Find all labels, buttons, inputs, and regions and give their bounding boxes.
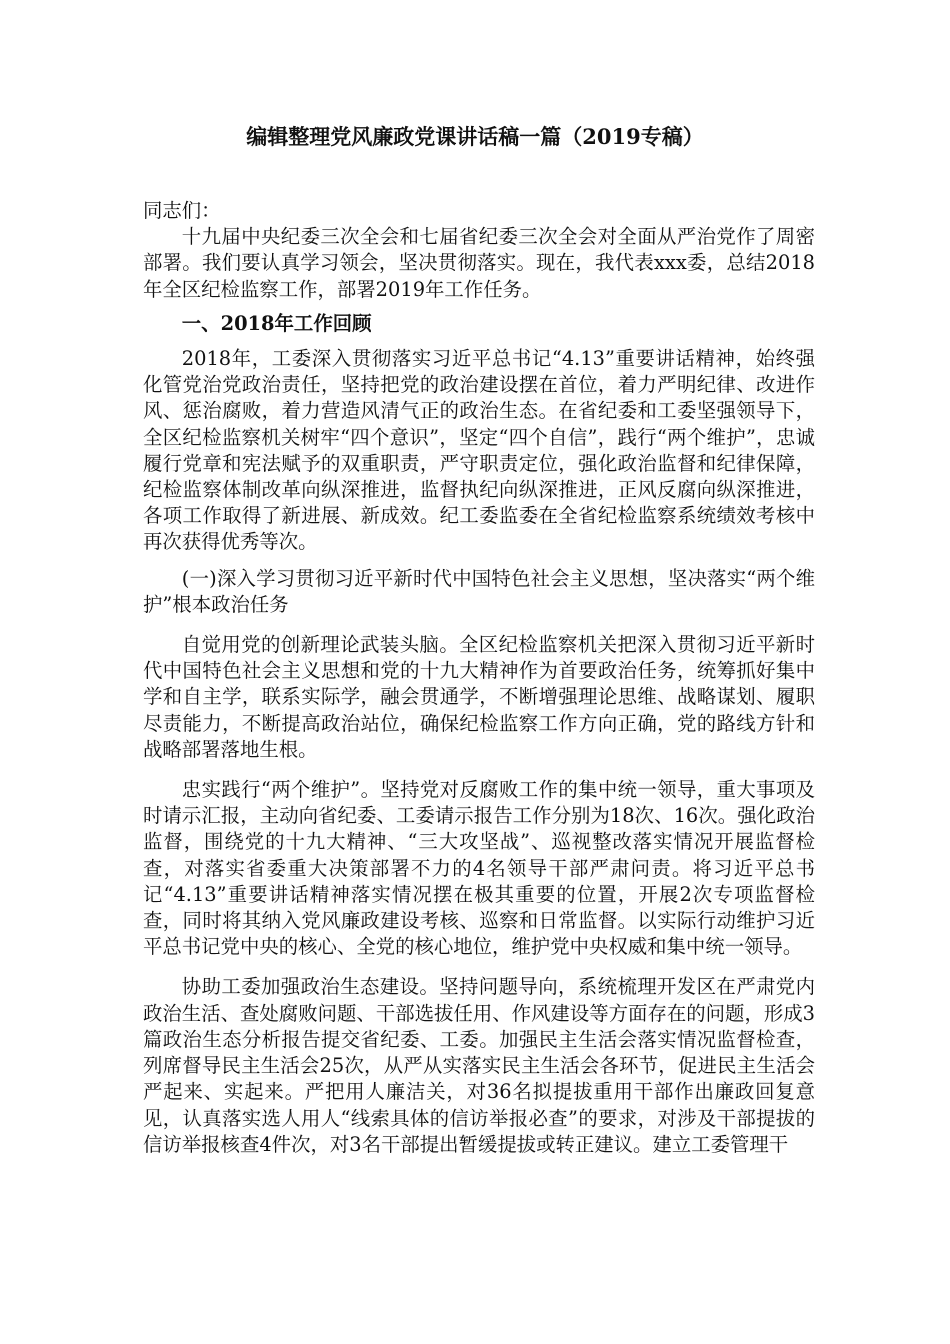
paragraph-political-ecology: 协助工委加强政治生态建设。坚持问题导向，系统梳理开发区在严肃党内政治生活、查处腐败问题、干部选拔任用、作风建设等方面存在的问题，形成3篇政治生态分析报告提交省纪委、工委。加强民主生活会落实情况监督检查，列席督导民主生活会25次，从严从实落实民主生活会各环节，促进民主生活会严起来、实起来。严把用人廉洁关，对36名拟提拔重用干部作出廉政回复意见，认真落实选人用人“线索具体的信访举报必查”的要求，对涉及干部提拔的信访举报核查4件次，对3名干部提出暂缓提拔或转正建议。建立工委管理干 <box>143 975 815 1156</box>
salutation: 同志们： <box>143 199 221 222</box>
paragraph-two-safeguards: 忠实践行“两个维护”。坚持党对反腐败工作的集中统一领导，重大事项及时请示汇报，主动向省纪委、工委请示报告工作分别为18次、16次。强化政治监督，围绕党的十九大精神、“三大攻坚战”、巡视整改落实情况开展监督检查，对落实省委重大决策部署不力的4名领导干部严肃问责。将习近平总书记“4.13”重要讲话精神落实情况摆在极其重要的位置，开展2次专项监督检查，同时将其纳入党风廉政建设考核、巡察和日常监督。以实际行动维护习近平总书记党中央的核心、全党的核心地位，维护党中央权威和集中统一领导。 <box>143 778 815 959</box>
paragraph-overview: 2018年，工委深入贯彻落实习近平总书记“4.13”重要讲话精神，始终强化管党治党政治责任，坚持把党的政治建设摆在首位，着力严明纪律、改进作风、惩治腐败，着力营造风清气正的政治生态。在省纪委和工委坚强领导下，全区纪检监察机关树牢“四个意识”，坚定“四个自信”，践行“两个维护”，忠诚履行党章和宪法赋予的双重职责，严守职责定位，强化政治监督和纪律保障，纪检监察体制改革向纵深推进，监督执纪向纵深推进，正风反腐向纵深推进，各项工作取得了新进展、新成效。纪工委监委在全省纪检监察系统绩效考核中再次获得优秀等次。 <box>143 347 815 554</box>
subsection-heading: (一)深入学习贯彻习近平新时代中国特色社会主义思想，坚决落实“两个维护”根本政治任务 <box>143 566 815 616</box>
document-body <box>143 198 815 1158</box>
document-title: 编辑整理党风廉政党课讲话稿一篇（2019专稿） <box>246 124 704 149</box>
section-heading: 一、2018年工作回顾 <box>181 311 372 335</box>
paragraph-theory: 自觉用党的创新理论武装头脑。全区纪检监察机关把深入贯彻习近平新时代中国特色社会主义思想和党的十九大精神作为首要政治任务，统筹抓好集中学和自主学，联系实际学，融会贯通学，不断增强理论思维、战略谋划、履职尽责能力，不断提高政治站位，确保纪检监察工作方向正确，党的路线方针和战略部署落地生根。 <box>143 633 815 761</box>
paragraph-intro: 十九届中央纪委三次全会和七届省纪委三次全会对全面从严治党作了周密部署。我们要认真学习领会，坚决贯彻落实。现在，我代表xxx委，总结2018年全区纪检监察工作，部署2019年工作任务。 <box>143 225 815 301</box>
